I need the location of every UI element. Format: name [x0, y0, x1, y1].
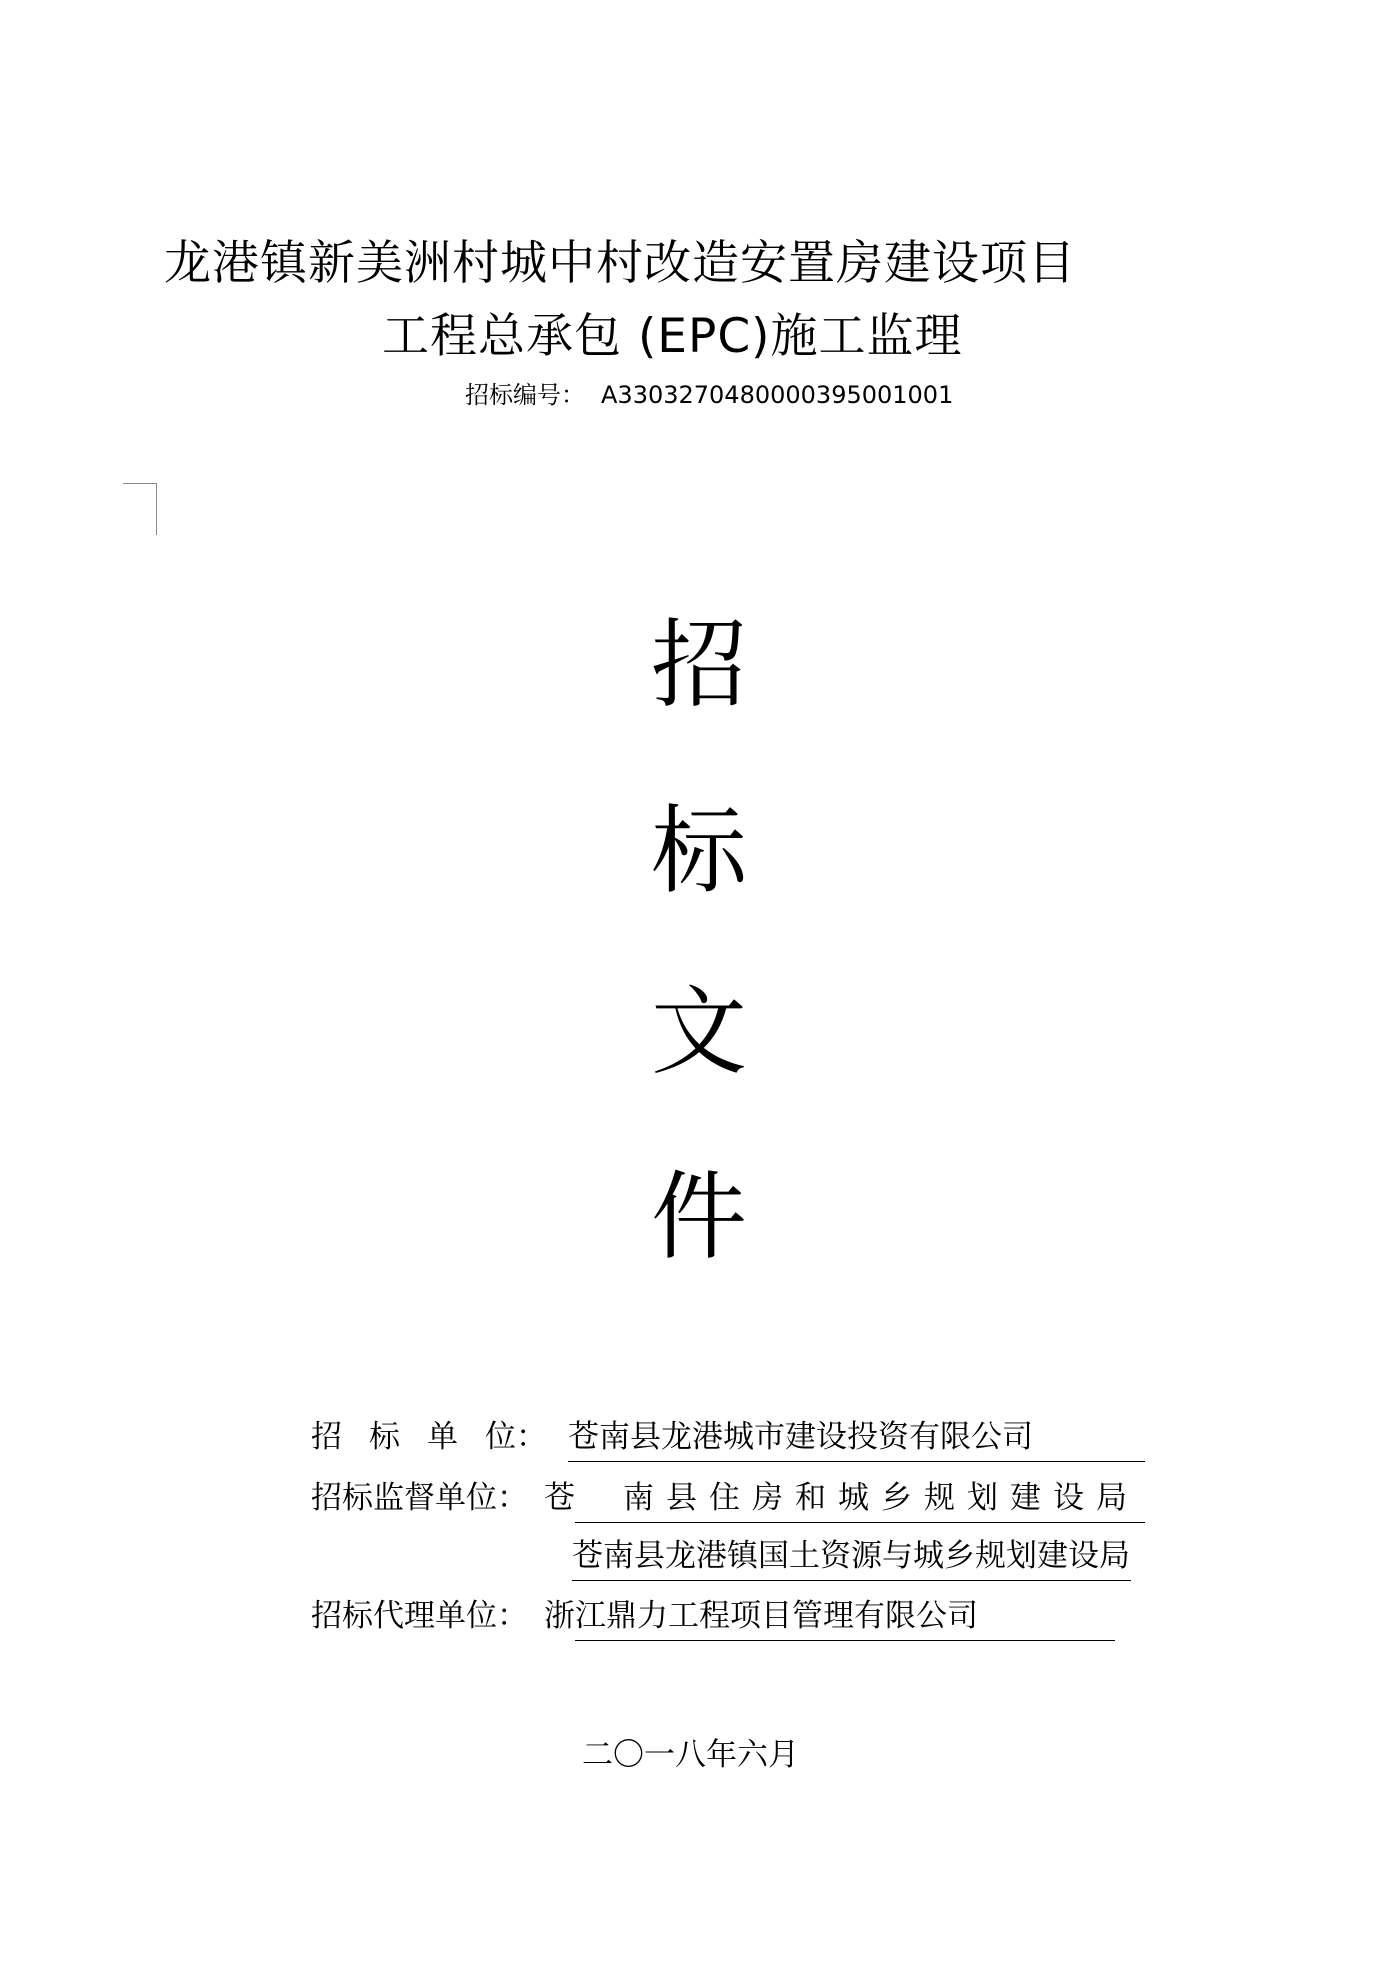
cover-char-biao: 标 — [651, 795, 747, 907]
supervision-unit-value-2: 苍南县龙港镇国土资源与城乡规划建设局 — [572, 1536, 1131, 1581]
project-title-line-2: 工程总承包 (EPC)施工监理 — [382, 309, 963, 364]
tender-unit-label — [311, 1417, 547, 1457]
bid-number-line — [465, 380, 953, 410]
supervision-unit-value-lead: 苍 — [544, 1480, 575, 1516]
agency-unit-value: 江鼎力工程项目管理有限公司 — [575, 1596, 1115, 1641]
tender-unit-colon: ： — [516, 1419, 547, 1455]
agency-unit-label: 招标代理单位： — [311, 1598, 528, 1634]
supervision-unit-value-1: 南县住房和城乡规划建设局 — [575, 1478, 1145, 1523]
supervision-unit-label: 招标监督单位： — [311, 1480, 528, 1516]
tender-unit-label-last: 位 — [485, 1419, 516, 1455]
cover-char-jian: 件 — [651, 1161, 747, 1273]
project-title-line-1: 龙港镇新美洲村城中村改造安置房建设项目 — [164, 236, 1076, 291]
cover-char-zhao: 招 — [651, 609, 747, 721]
tender-unit-value: 苍南县龙港城市建设投资有限公司 — [568, 1417, 1145, 1462]
bid-number-label: 招标编号： — [465, 381, 585, 409]
cover-char-wen: 文 — [651, 976, 747, 1088]
corner-mark — [123, 483, 157, 535]
bid-number-value: A3303270480000395001001 — [601, 381, 954, 409]
tender-unit-label-main: 招标单 — [311, 1419, 485, 1455]
agency-unit-value-lead: 浙 — [544, 1598, 575, 1634]
document-date: 二〇一八年六月 — [582, 1737, 799, 1773]
